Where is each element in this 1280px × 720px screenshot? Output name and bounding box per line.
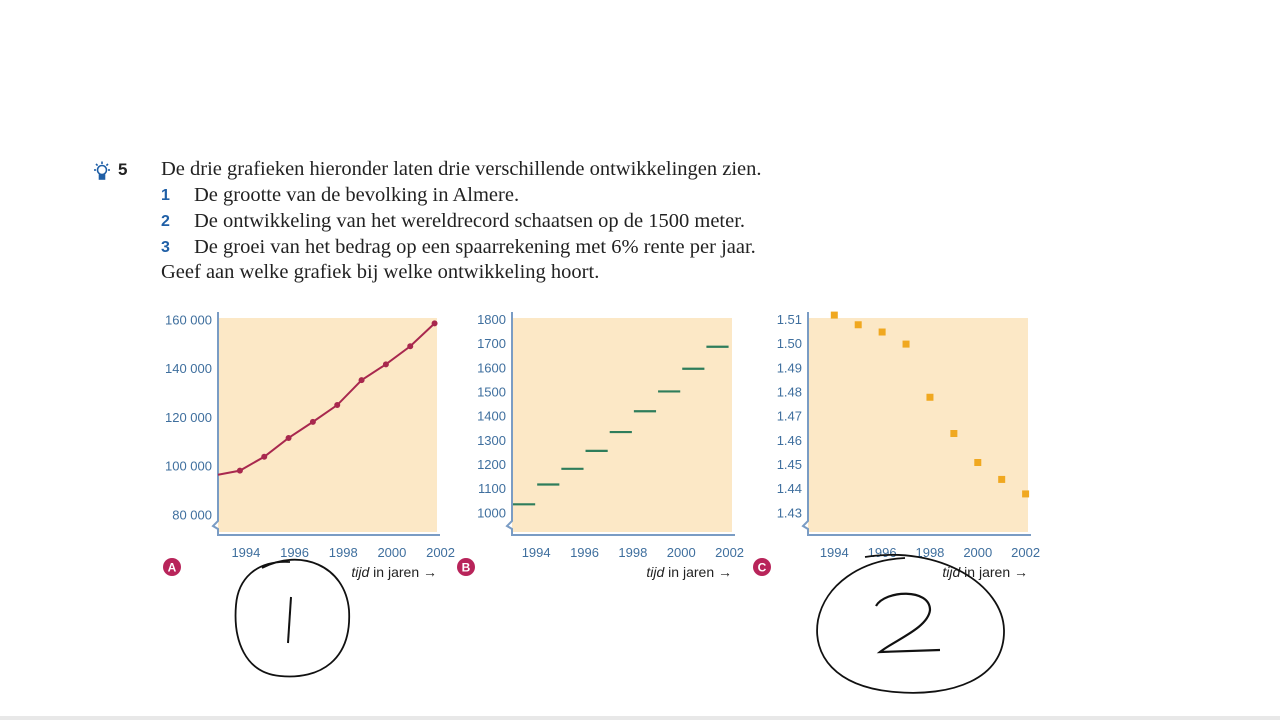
y-tick-label: 1.44 bbox=[776, 481, 802, 497]
chart-A bbox=[163, 312, 455, 580]
data-point bbox=[310, 419, 316, 425]
x-axis-label-rest: in jaren → bbox=[664, 564, 732, 580]
y-tick-label: 120 000 bbox=[165, 409, 212, 425]
x-axis-label-rest: in jaren → bbox=[960, 564, 1028, 580]
question-instruction: Geef aan welke grafiek bij welke ontwikkeling hoort. bbox=[161, 261, 600, 283]
item-text: De grootte van de bevolking in Almere. bbox=[194, 184, 520, 206]
x-tick-label: 2002 bbox=[1011, 545, 1041, 560]
y-tick-label: 80 000 bbox=[172, 507, 212, 523]
x-tick-label: 2002 bbox=[426, 545, 456, 560]
chart-badge-label: A bbox=[167, 560, 177, 575]
x-tick-label: 2000 bbox=[963, 545, 993, 560]
y-tick-label: 1.48 bbox=[776, 384, 802, 400]
divider bbox=[0, 716, 1280, 720]
x-tick-label: 1998 bbox=[618, 545, 648, 560]
x-tick-label: 1998 bbox=[915, 545, 945, 560]
y-tick-label: 1.46 bbox=[776, 432, 802, 448]
data-point bbox=[831, 312, 838, 319]
data-point bbox=[407, 343, 413, 349]
data-point bbox=[903, 341, 910, 348]
question-number: 5 bbox=[118, 160, 128, 179]
data-point bbox=[359, 377, 365, 383]
y-tick-label: 100 000 bbox=[165, 458, 212, 474]
data-point bbox=[855, 321, 862, 328]
y-tick-label: 1.49 bbox=[776, 360, 802, 376]
item-text: De groei van het bedrag op een spaarrekening met 6% rente per jaar. bbox=[194, 236, 756, 258]
x-axis-label bbox=[646, 564, 732, 580]
y-tick-label: 1.45 bbox=[776, 456, 802, 472]
y-tick-label: 1.47 bbox=[776, 408, 802, 424]
plot-area bbox=[808, 318, 1028, 532]
handwritten-1 bbox=[288, 597, 291, 643]
y-tick-label: 1700 bbox=[477, 336, 506, 352]
x-tick-label: 2000 bbox=[666, 545, 696, 560]
data-point bbox=[926, 394, 933, 401]
y-tick-label: 140 000 bbox=[165, 361, 212, 377]
y-tick-label: 1800 bbox=[477, 311, 506, 327]
x-tick-label: 1996 bbox=[570, 545, 599, 560]
x-axis-label-italic: tijd bbox=[351, 564, 370, 580]
data-point bbox=[879, 329, 886, 336]
item-number: 2 bbox=[161, 213, 170, 230]
handwritten-2 bbox=[876, 594, 940, 652]
data-point bbox=[1022, 490, 1029, 497]
x-axis-label-rest: in jaren → bbox=[369, 564, 437, 580]
data-point bbox=[432, 320, 438, 326]
x-tick-label: 1994 bbox=[819, 545, 849, 560]
item-text: De ontwikkeling van het wereldrecord schaatsen op de 1500 meter. bbox=[194, 210, 746, 232]
data-point bbox=[286, 435, 292, 441]
data-point bbox=[950, 430, 957, 437]
data-point bbox=[334, 402, 340, 408]
chart-badge-label: B bbox=[461, 560, 471, 575]
x-tick-label: 1998 bbox=[328, 545, 358, 560]
x-tick-label: 1996 bbox=[280, 545, 310, 560]
x-tick-label: 1996 bbox=[867, 545, 897, 560]
handwritten-circle-a bbox=[236, 560, 350, 677]
x-axis-label bbox=[351, 564, 437, 580]
y-tick-label: 1500 bbox=[477, 384, 506, 400]
chart-C bbox=[753, 312, 1040, 580]
data-point bbox=[237, 468, 243, 474]
data-point bbox=[974, 459, 981, 466]
question-intro: De drie grafieken hieronder laten drie verschillende ontwikkelingen zien. bbox=[161, 158, 762, 180]
item-number: 1 bbox=[161, 187, 170, 204]
plot-area bbox=[512, 318, 732, 532]
y-tick-label: 1100 bbox=[478, 481, 506, 497]
y-tick-label: 1200 bbox=[477, 456, 506, 472]
item-number: 3 bbox=[161, 239, 170, 256]
y-tick-label: 1300 bbox=[477, 432, 506, 448]
chart-badge-label: C bbox=[757, 560, 767, 575]
x-tick-label: 2000 bbox=[377, 545, 407, 560]
x-tick-label: 1994 bbox=[231, 545, 261, 560]
x-axis-label-italic: tijd bbox=[942, 564, 961, 580]
y-tick-label: 1600 bbox=[477, 360, 506, 376]
y-tick-label: 1.51 bbox=[776, 311, 802, 327]
x-tick-label: 2002 bbox=[715, 545, 745, 560]
y-tick-label: 1400 bbox=[477, 408, 506, 424]
x-axis-label-italic: tijd bbox=[646, 564, 665, 580]
y-tick-label: 160 000 bbox=[165, 312, 212, 328]
data-point bbox=[998, 476, 1005, 483]
y-tick-label: 1000 bbox=[477, 505, 506, 521]
x-tick-label: 1994 bbox=[521, 545, 551, 560]
data-point bbox=[261, 454, 267, 460]
x-axis-label bbox=[942, 564, 1028, 580]
chart-B bbox=[457, 312, 744, 580]
y-tick-label: 1.50 bbox=[776, 336, 802, 352]
data-point bbox=[383, 361, 389, 367]
y-tick-label: 1.43 bbox=[776, 505, 802, 521]
